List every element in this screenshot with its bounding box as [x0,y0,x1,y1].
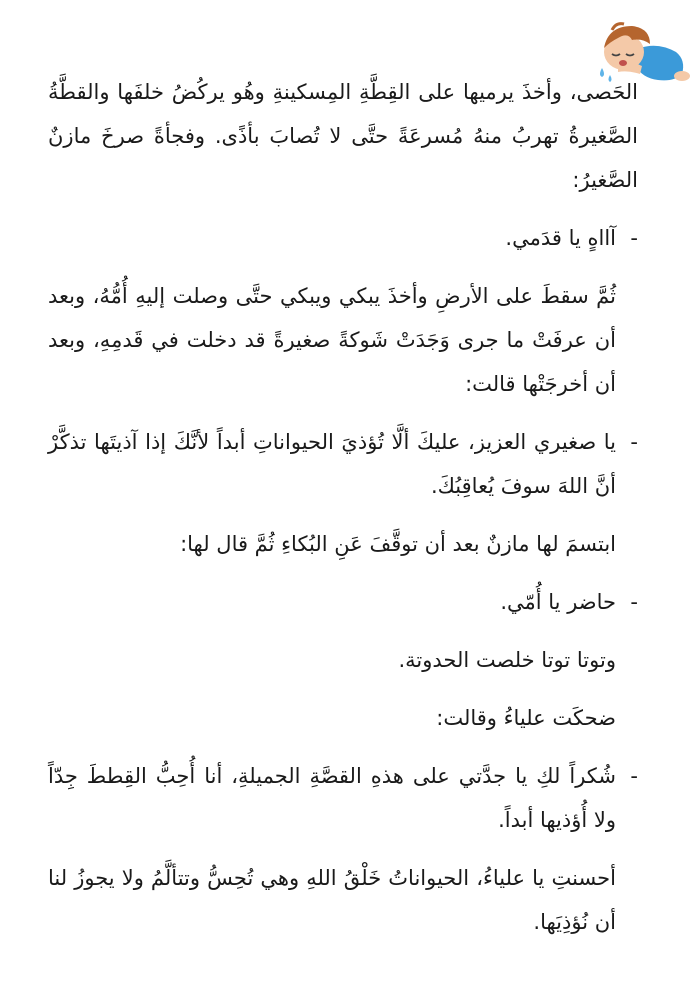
dialogue-text: يا صغيري العزيز، عليكَ ألَّا تُؤذيَ الحيواناتِ أبداً لأنَّكَ إذا آذيتَها تذكَّرْ أنَّ اللهَ سوفَ يُعاقِبُكَ. [48,430,616,498]
dialogue-text: آااهٍ يا قدَمي. [505,226,616,250]
dialogue-line [48,580,638,624]
narration-paragraph: الحَصى، وأخذَ يرميها على القِطَّةِ المِسكينةِ وهُو يركُضُ خلفَها والقطَّةُ الصَّغيرةُ تهربُ منهُ مُسرعَةً حتَّى لا تُصابَ بأذًى. وفجأةً صرخَ مازنٌ الصَّغيرُ: [48,80,638,192]
narration-paragraph: ابتسمَ لها مازنٌ بعد أن توقَّفَ عَنِ البُكاءِ ثُمَّ قال لها: [180,532,616,556]
dialogue-text: حاضر يا أُمّي. [500,590,616,614]
dialogue-dash: - [630,590,638,614]
dialogue-line [48,420,638,508]
dialogue-line [48,754,638,842]
narration-paragraph: وتوتا توتا خلصت الحدوتة. [398,648,616,672]
dialogue-dash: - [630,226,638,250]
narration-paragraph: أحسنتِ يا علياءُ، الحيواناتُ خَلْقُ اللهِ وهي تُحِسُّ وتتألَّمُ ولا يجوزُ لنا أن نُؤذِيَها. [48,866,616,934]
dialogue-line [48,216,638,260]
dialogue-text: شُكراً لكِ يا جدَّتي على هذهِ القصَّةِ الجميلةِ، أنا أُحِبُّ القِططَ جِدّاً ولا أُؤذيها أبداً. [48,764,616,832]
narration-paragraph: ضحكَت علياءُ وقالت: [436,706,616,730]
dialogue-dash: - [630,430,638,454]
dialogue-dash: - [630,764,638,788]
story-page [48,70,638,958]
narration-paragraph: ثُمَّ سقطَ على الأرضِ وأخذَ يبكي ويبكي حتَّى وصلت إليهِ أُمُّهُ، وبعد أن عرفَتْ ما جرى وَجَدَتْ شَوكةً صغيرةً قد دخلت في قَدمِهِ، وبعد أن أخرجَتْها قالت: [48,284,616,396]
